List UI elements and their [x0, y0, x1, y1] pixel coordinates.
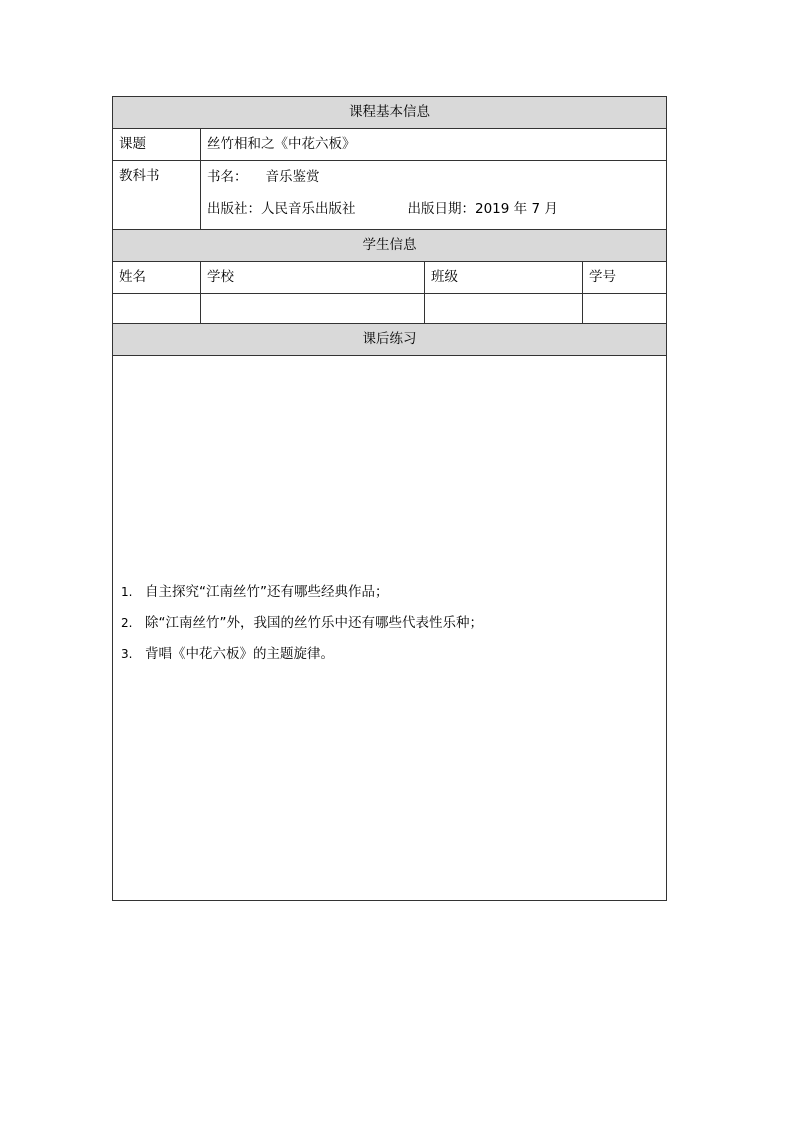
topic-value: 丝竹相和之《中花六板》: [201, 129, 667, 161]
student-info-header: 学生信息: [113, 230, 667, 262]
exercise-item: [119, 613, 660, 644]
exercise-text: 背唱《中花六板》的主题旋律。: [145, 645, 334, 662]
student-id-cell[interactable]: [583, 294, 667, 324]
publisher-value: 人民音乐出版社: [261, 201, 356, 217]
book-name-label: 书名：: [207, 169, 248, 185]
exercise-item: [119, 582, 660, 613]
student-school-cell[interactable]: [201, 294, 425, 324]
student-class-cell[interactable]: [425, 294, 583, 324]
student-school-header: 学校: [201, 262, 425, 294]
publisher-label: 出版社：: [207, 201, 261, 217]
course-info-header: 课程基本信息: [113, 97, 667, 129]
textbook-label: 教科书: [113, 161, 201, 230]
student-name-cell[interactable]: [113, 294, 201, 324]
publisher-line: [207, 193, 660, 225]
book-name-line: [207, 161, 660, 193]
exercise-number: 1.: [121, 584, 133, 599]
exercise-number: 2.: [121, 615, 133, 630]
exercise-number: 3.: [121, 646, 133, 661]
exercises-body: [113, 356, 667, 901]
pub-date-value: 2019 年 7 月: [475, 201, 558, 217]
student-id-header: 学号: [583, 262, 667, 294]
exercises-header: 课后练习: [113, 324, 667, 356]
course-table: [112, 96, 667, 901]
exercise-text: 除“江南丝竹”外，我国的丝竹乐中还有哪些代表性乐种；: [145, 614, 483, 631]
pub-date-label: 出版日期：: [407, 201, 475, 217]
student-class-header: 班级: [425, 262, 583, 294]
topic-label: 课题: [113, 129, 201, 161]
student-name-header: 姓名: [113, 262, 201, 294]
book-name-value: 音乐鉴赏: [265, 169, 320, 185]
textbook-details: [201, 161, 667, 230]
exercise-text: 自主探究“江南丝竹”还有哪些经典作品；: [145, 583, 389, 600]
exercise-item: [119, 644, 660, 675]
